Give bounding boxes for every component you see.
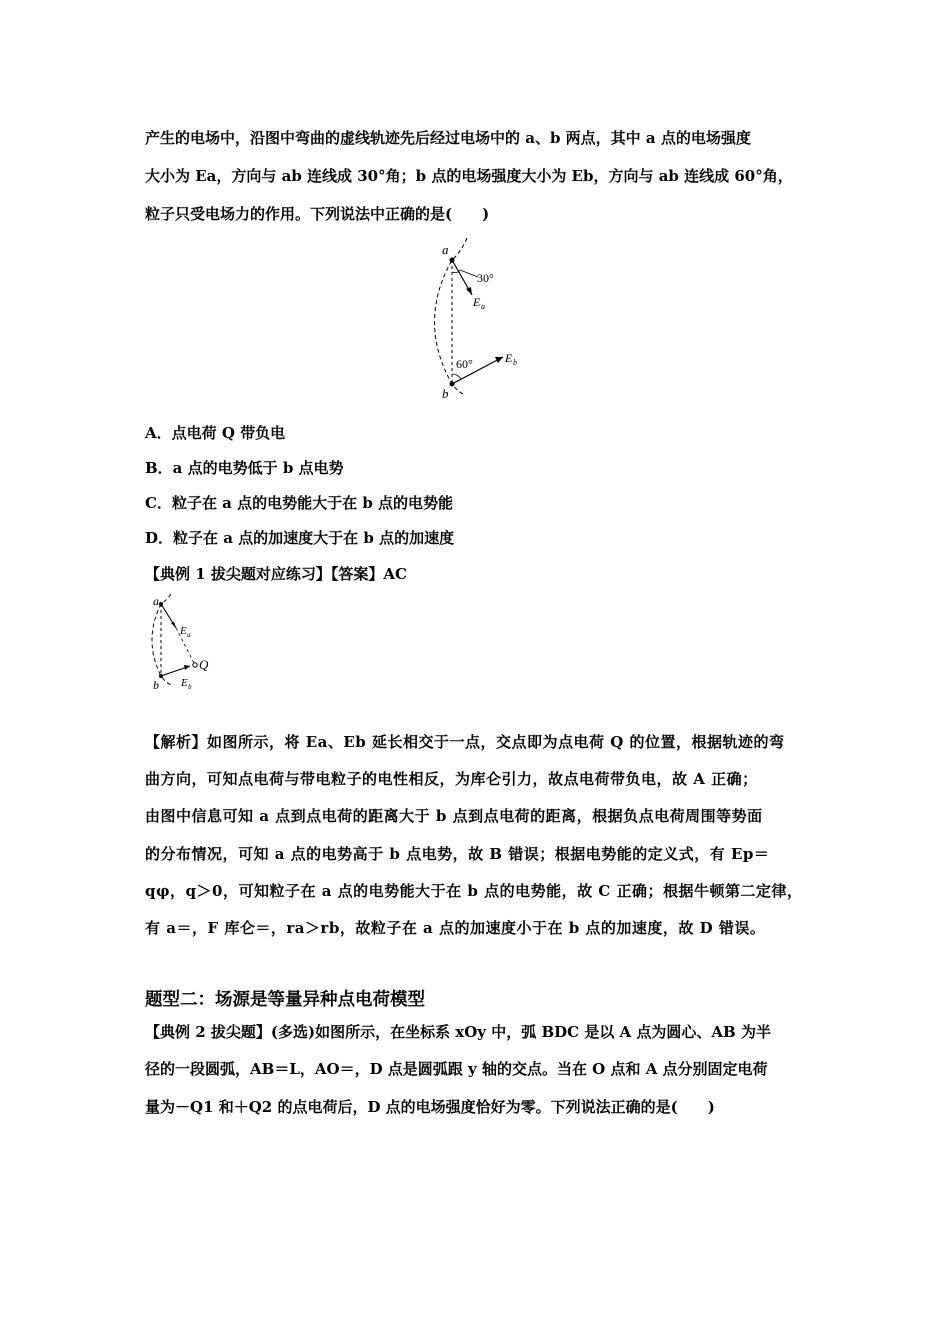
section2-line-3: 量为－Q1 和＋Q2 的点电荷后，D 点的电场强度恰好为零。下列说法正确的是( ) <box>145 1098 715 1116</box>
label-b: b <box>442 386 449 401</box>
figure-trajectory <box>425 232 535 402</box>
label-eb-sub: b <box>513 358 517 367</box>
question1-line-3: 粒子只受电场力的作用。下列说法中正确的是( ) <box>145 205 490 223</box>
section2-heading: 题型二：场源是等量异种点电荷模型 <box>145 990 425 1010</box>
label-ea: E <box>473 295 481 309</box>
option-c: C．粒子在 a 点的电势能大于在 b 点的电势能 <box>145 494 454 512</box>
section2-line-1: 【典例 2 拔尖题】(多选)如图所示，在坐标系 xOy 中，弧 BDC 是以 A 点为圆心、AB 为半 <box>145 1023 771 1041</box>
section2-line-2: 径的一段圆弧，AB＝L，AO＝，D 点是圆弧跟 y 轴的交点。当在 O 点和 A 点分别固定电荷 <box>145 1060 768 1078</box>
question1-line-1: 产生的电场中，沿图中弯曲的虚线轨迹先后经过电场中的 a、b 两点，其中 a 点的电场强度 <box>145 129 751 147</box>
analysis-line-4: 的分布情况，可知 a 点的电势高于 b 点电势，故 B 错误；根据电势能的定义式，有 Ep＝ <box>145 845 770 863</box>
option-a: A．点电荷 Q 带负电 <box>145 424 286 442</box>
option-d: D．粒子在 a 点的加速度大于在 b 点的加速度 <box>145 529 455 547</box>
figure-answer <box>145 590 225 700</box>
answer-label-q: Q <box>199 657 209 672</box>
option-b: B．a 点的电势低于 b 点电势 <box>145 459 344 477</box>
label-a: a <box>442 242 449 257</box>
label-ea-sub: a <box>481 302 485 311</box>
label-eb: E <box>505 351 513 365</box>
analysis-line-2: 曲方向，可知点电荷与带电粒子的电性相反，为库仑引力，故点电荷带负电，故 A 正确； <box>145 770 758 788</box>
answer-label-b: b <box>153 678 159 692</box>
answer-label-ea: E <box>180 625 187 637</box>
question1-line-2: 大小为 Ea，方向与 ab 连线成 30°角；b 点的电场强度大小为 Eb，方向与 ab 连线成 60°角， <box>145 167 793 185</box>
answer-label: 【典例 1 拔尖题对应练习】【答案】AC <box>145 565 407 583</box>
analysis-line-6: 有 a＝，F 库仑＝，ra＞rb，故粒子在 a 点的加速度小于在 b 点的加速度，故 D 错误。 <box>145 919 766 937</box>
answer-label-a: a <box>153 594 159 608</box>
analysis-line-3: 由图中信息可知 a 点到点电荷的距离大于 b 点到点电荷的距离，根据负点电荷周围等势面 <box>145 807 763 825</box>
answer-label-ea-sub: a <box>187 631 191 639</box>
answer-label-eb: E <box>181 677 188 689</box>
analysis-line-5: qφ，q＞0，可知粒子在 a 点的电势能大于在 b 点的电势能，故 C 正确；根据牛顿第二定律， <box>145 882 803 900</box>
angle-30: 30° <box>477 271 494 285</box>
answer-label-eb-sub: b <box>188 683 192 691</box>
angle-60: 60° <box>456 357 473 371</box>
analysis-line-1: 【解析】如图所示，将 Ea、Eb 延长相交于一点，交点即为点电荷 Q 的位置，根据轨迹的弯 <box>145 733 785 751</box>
